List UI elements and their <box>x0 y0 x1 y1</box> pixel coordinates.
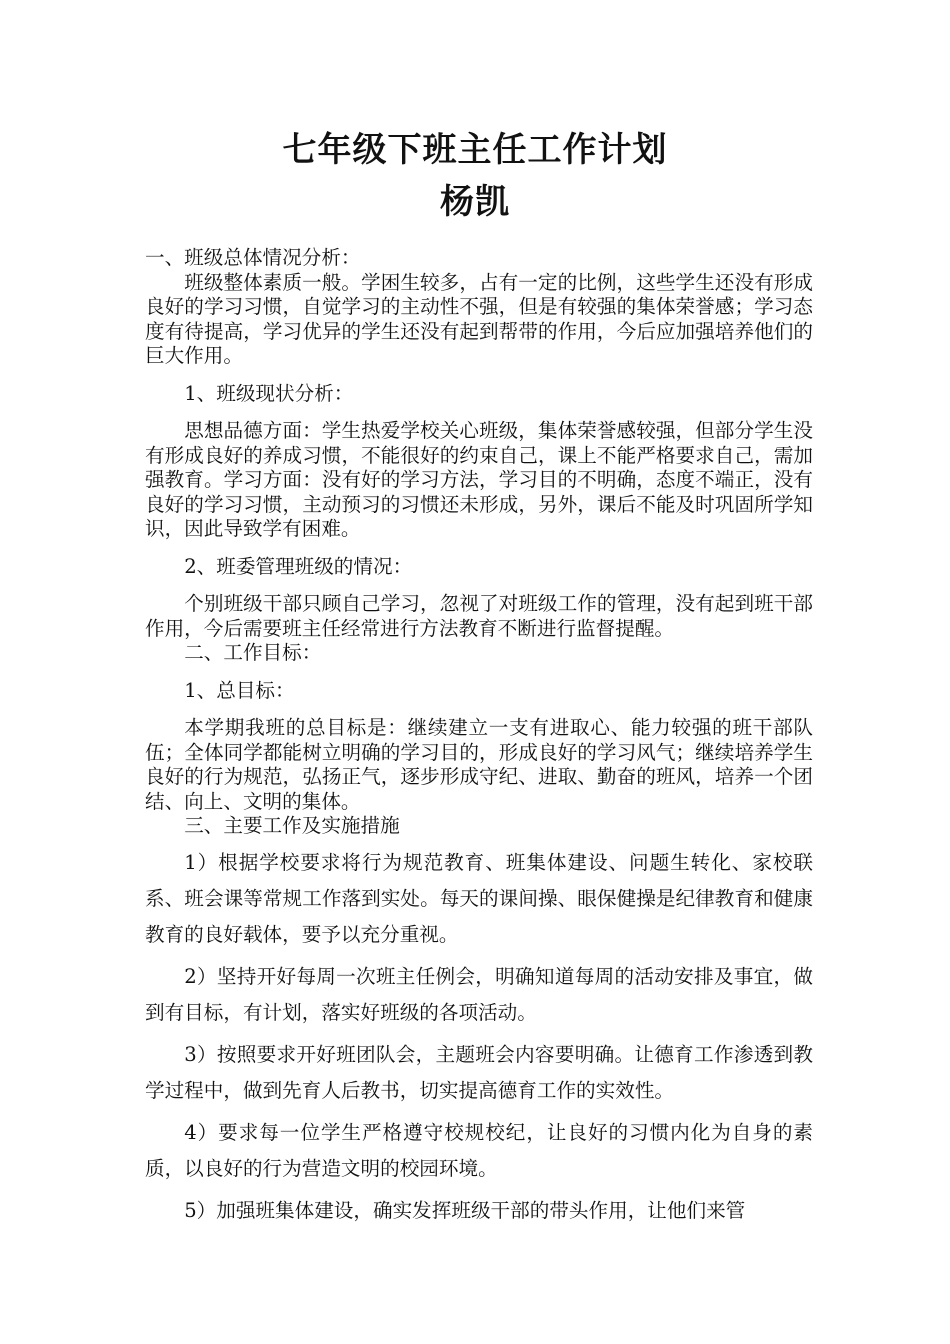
measure-item: 3）按照要求开好班团队会，主题班会内容要明确。让德育工作渗透到教学过程中，做到先育人后教书，切实提高德育工作的实效性。 <box>145 1042 813 1102</box>
body-paragraph: 思想品德方面：学生热爱学校关心班级，集体荣誉感较强，但部分学生没有形成良好的养成习惯，不能很好的约束自己，课上不能严格要求自己，需加强教育。学习方面：没有好的学习方法，学习目的不明确，态度不端正，没有良好的学习习惯，主动预习的习惯还未形成，另外，课后不能及时巩固所学知识，因此导致学有困难。 <box>145 419 813 540</box>
body-paragraph: 本学期我班的总目标是：继续建立一支有进取心、能力较强的班干部队伍；全体同学都能树立明确的学习目的，形成良好的学习风气；继续培养学生良好的行为规范，弘扬正气，逐步形成守纪、进取、勤奋的班风，培养一个团结、向上、文明的集体。 <box>145 716 813 813</box>
measure-item: 1）根据学校要求将行为规范教育、班集体建设、问题生转化、家校联系、班会课等常规工作落到实处。每天的课间操、眼保健操是纪律教育和健康教育的良好载体，要予以充分重视。 <box>145 850 813 946</box>
section-heading: 一、班级总体情况分析： <box>145 246 361 269</box>
measure-item: 4）要求每一位学生严格遵守校规校纪，让良好的习惯内化为自身的素质，以良好的行为营造文明的校园环境。 <box>145 1120 813 1180</box>
document-author: 杨凯 <box>440 182 510 222</box>
section-heading: 三、主要工作及实施措施 <box>184 814 400 837</box>
subsection-heading: 2、班委管理班级的情况： <box>184 554 413 578</box>
body-paragraph: 班级整体素质一般。学困生较多，占有一定的比例，这些学生还没有形成良好的学习习惯，自觉学习的主动性不强，但是有较强的集体荣誉感；学习态度有待提高，学习优异的学生还没有起到帮带的作用，今后应加强培养他们的巨大作用。 <box>145 270 813 367</box>
section-heading: 二、工作目标： <box>184 641 322 664</box>
body-paragraph: 个别班级干部只顾自己学习，忽视了对班级工作的管理，没有起到班干部作用，今后需要班主任经常进行方法教育不断进行监督提醒。 <box>145 592 813 640</box>
document-title: 七年级下班主任工作计划 <box>282 130 668 170</box>
measure-item: 2）坚持开好每周一次班主任例会，明确知道每周的活动安排及事宜，做到有目标，有计划，落实好班级的各项活动。 <box>145 964 813 1024</box>
subsection-heading: 1、总目标： <box>184 678 295 702</box>
measure-item: 5）加强班集体建设，确实发挥班级干部的带头作用，让他们来管 <box>184 1198 746 1222</box>
subsection-heading: 1、班级现状分析： <box>184 381 354 405</box>
document-body <box>145 246 813 1229</box>
